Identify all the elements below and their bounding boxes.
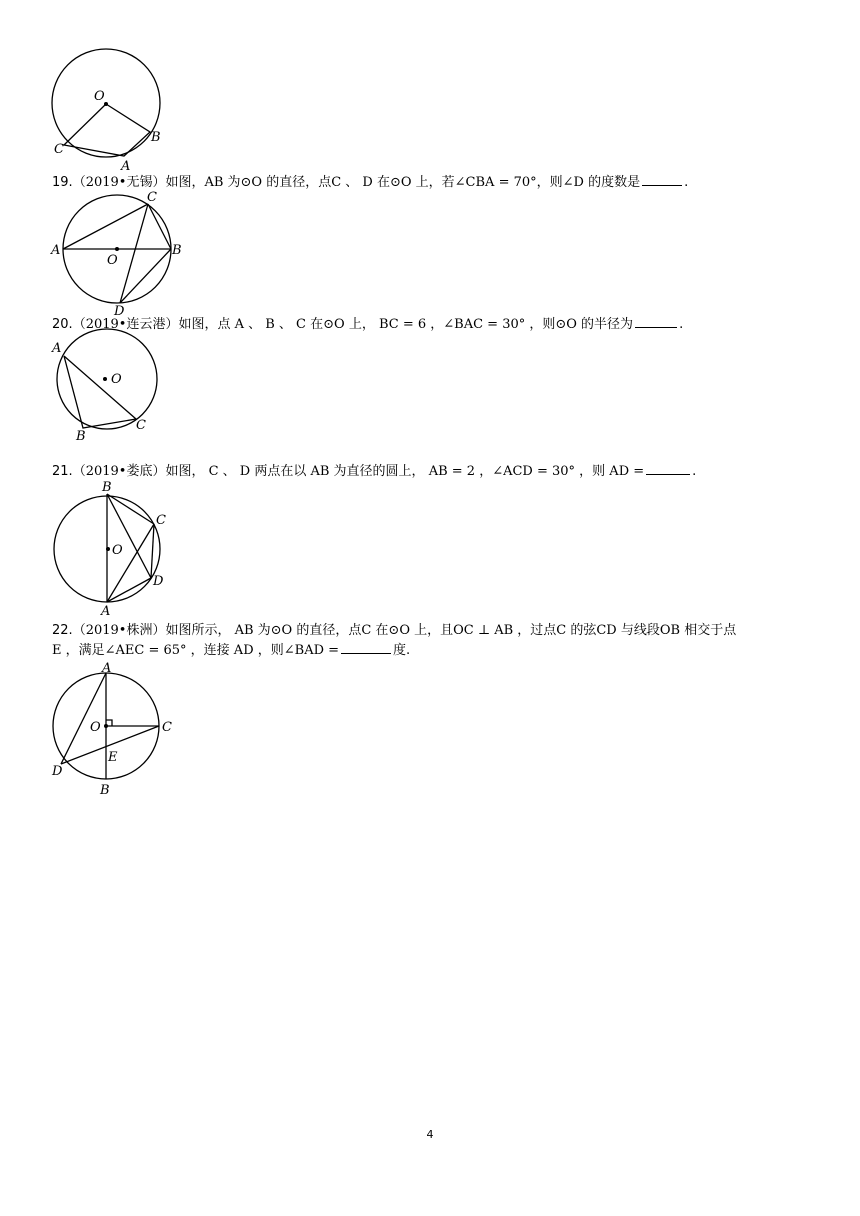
label-d: D xyxy=(52,764,63,779)
label-d: D xyxy=(114,304,125,319)
label-a: A xyxy=(102,661,112,676)
label-o: O xyxy=(94,89,105,104)
question-source: （2019•无锡） xyxy=(72,175,166,190)
question-text: 如图， C 、 D 两点在以 AB 为直径的圆上， AB = 2 ，∠ACD = 30° ，则 AD = xyxy=(165,464,645,479)
chord-bc xyxy=(107,494,154,524)
question-number: 20. xyxy=(52,317,73,332)
question-text-continued: E ，满足∠AEC = 65° ，连接 AD ，则∠BAD = xyxy=(52,643,340,658)
label-b: B xyxy=(100,783,110,798)
label-o: O xyxy=(111,372,122,387)
label-o: O xyxy=(90,720,101,735)
center-dot xyxy=(103,377,107,381)
label-c: C xyxy=(147,190,157,205)
label-a: A xyxy=(52,341,62,356)
question-end: . xyxy=(684,175,689,190)
figure-21-circle xyxy=(50,479,180,619)
question-22 xyxy=(52,620,736,641)
question-20 xyxy=(52,314,683,335)
answer-blank[interactable] xyxy=(635,315,677,328)
page-number: 4 xyxy=(426,1128,434,1141)
label-a: A xyxy=(121,159,131,174)
question-end: 度. xyxy=(393,643,411,658)
question-text: 如图，点 A 、 B 、 C 在⊙O 上， BC = 6 ，∠BAC = 30° ，则⊙O 的半径为 xyxy=(178,317,634,332)
chord-ac xyxy=(63,204,148,249)
label-o: O xyxy=(112,543,123,558)
label-c: C xyxy=(162,720,172,735)
answer-blank[interactable] xyxy=(642,173,682,186)
question-source: （2019•株洲） xyxy=(72,623,166,638)
question-number: 21. xyxy=(52,464,73,479)
chord-cd xyxy=(151,524,154,578)
figure-22-circle xyxy=(50,661,185,800)
label-d: D xyxy=(153,574,164,589)
figure-18-circle xyxy=(48,46,168,174)
center-dot xyxy=(106,547,110,551)
question-text: 如图所示， AB 为⊙O 的直径，点C 在⊙O 上，且OC ⊥ AB ，过点C 的弦CD 与线段OB 相交于点 xyxy=(165,623,737,638)
chord-ad xyxy=(61,673,106,764)
chord-ac xyxy=(107,524,154,602)
chord-cb xyxy=(148,204,171,249)
question-number: 19. xyxy=(52,175,73,190)
label-b: B xyxy=(172,243,182,258)
label-b: B xyxy=(151,130,161,145)
label-c: C xyxy=(54,142,64,157)
question-end: . xyxy=(692,464,697,479)
answer-blank[interactable] xyxy=(341,641,391,654)
question-end: . xyxy=(679,317,684,332)
label-b: B xyxy=(102,480,112,495)
label-b: B xyxy=(76,429,86,444)
label-c: C xyxy=(136,418,146,433)
center-dot xyxy=(104,724,108,728)
label-a: A xyxy=(51,243,61,258)
question-text: 如图，AB 为⊙O 的直径，点C 、 D 在⊙O 上，若∠CBA = 70°，则∠D 的度数是 xyxy=(165,175,641,190)
label-c: C xyxy=(156,513,166,528)
question-number: 22. xyxy=(52,623,73,638)
figure-20-circle xyxy=(50,336,170,446)
label-a: A xyxy=(101,604,111,619)
figure-19-circle xyxy=(50,187,190,317)
answer-blank[interactable] xyxy=(646,462,690,475)
label-o: O xyxy=(107,253,118,268)
label-e: E xyxy=(108,750,118,765)
question-source: （2019•娄底） xyxy=(72,464,166,479)
question-source: （2019•连云港） xyxy=(72,317,179,332)
center-dot xyxy=(115,247,119,251)
question-22-line2 xyxy=(52,640,410,661)
